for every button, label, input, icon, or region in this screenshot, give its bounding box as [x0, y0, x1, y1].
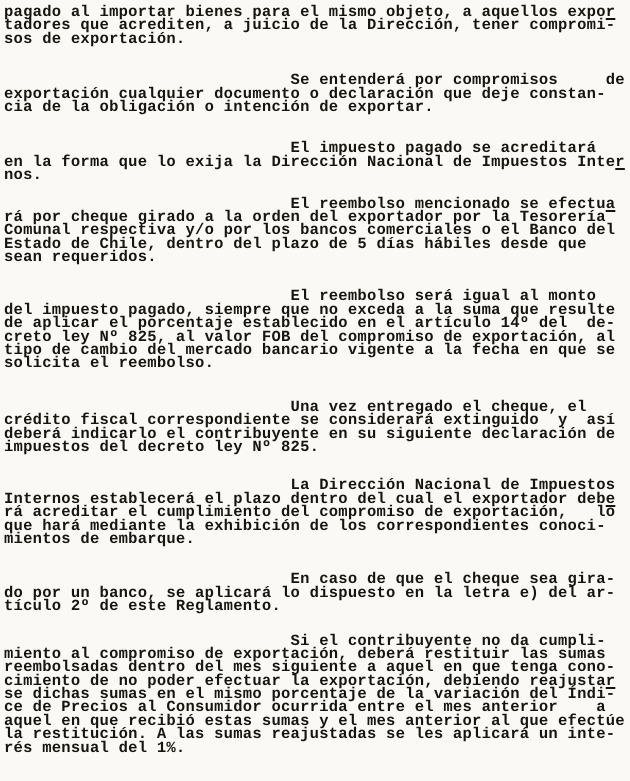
paragraph: [4, 71, 626, 116]
line-text: solicita el reembolso.: [4, 354, 215, 373]
text-line: [4, 738, 626, 757]
line-text: impuestos del decreto ley Nº 825.: [4, 437, 320, 456]
line-text: se dichas sumas en el mismo porcentaje de la variación del Índi-: [4, 685, 616, 704]
text-line: [4, 97, 626, 116]
line-text: rés mensual del 1%.: [4, 738, 186, 757]
text-line: [4, 152, 626, 171]
underlined-continuation-letter: e: [605, 489, 616, 508]
paragraph: [4, 194, 626, 267]
line-text: la restitución. A las sumas reajustadas se les aplicará un inte-: [4, 725, 616, 744]
line-text: Estado de Chile, dentro del plazo de 5 días hábiles desde que: [4, 234, 587, 253]
line-text: cimiento de no poder efectuar la exportación, debiendo reajusta: [4, 671, 606, 690]
line-text: pagado al importar bienes para el mismo objeto, a aquellos expo: [4, 3, 606, 21]
paragraph: [4, 139, 626, 185]
text-line: [4, 529, 626, 548]
line-text: aquel en que recibió estas sumas y el mes anterior al que efectúe: [4, 711, 625, 730]
line-text: reembolsadas dentro del mes siguiente a aquel en que tenga cono-: [4, 658, 616, 677]
line-text: La Dirección Nacional de Impuestos: [4, 476, 616, 495]
line-text: que hará mediante la exhibición de los correspondientes conoci-: [4, 516, 606, 535]
paragraph: [4, 476, 626, 548]
paragraph: [4, 3, 626, 48]
paragraph: [4, 570, 626, 616]
text-line: [4, 166, 626, 185]
line-text: tadores que acrediten, a juicio de la Dirección, tener compromi-: [4, 16, 616, 35]
line-text: creto ley Nº 825, al valor FOB del compromiso de exportación, al: [4, 327, 616, 346]
line-text: rá por cheque girado a la orden del exportador por la Tesorería: [4, 207, 606, 226]
line-text: rá acreditar el cumplimiento del compromiso de exportación, lo: [4, 503, 616, 522]
line-text: deberá indicarlo el contribuyente en su siguiente declaración de: [4, 424, 616, 443]
line-text: Internos establecerá el plazo dentro del cual el exportador deb: [4, 489, 606, 508]
line-text: sos de exportación.: [4, 29, 186, 48]
line-text: exportación cualquier documento o declaración que deje constan-: [4, 84, 606, 103]
text-line: [4, 248, 626, 267]
text-line: [4, 597, 626, 616]
underlined-continuation-letter: r: [605, 671, 616, 690]
line-text: El reembolso será igual al monto: [4, 287, 597, 306]
line-text: sean requeridos.: [4, 248, 157, 267]
line-text: cia de la obligación o intención de exportar.: [4, 97, 434, 116]
line-text: Si el contribuyente no da cumpli-: [4, 631, 606, 650]
line-text: del impuesto pagado, siempre que no exceda a la suma que resulte: [4, 300, 616, 319]
line-text: ce de Precios al Consumidor ocurrida entre el mes anterior a: [4, 698, 606, 717]
underlined-continuation-letter: r: [605, 3, 616, 21]
paragraph: [4, 631, 626, 757]
document-page-content: [4, 3, 626, 757]
line-text: miento al compromiso de exportación, deberá restituir las sumas: [4, 644, 606, 663]
paragraph: [4, 397, 626, 456]
line-text: El impuesto pagado se acreditará: [4, 139, 597, 158]
line-text: Se entenderá por compromisos de: [4, 71, 625, 90]
line-text: mientos de embarque.: [4, 529, 196, 548]
line-text: nos.: [4, 166, 43, 185]
underlined-continuation-letter: r: [615, 152, 625, 171]
line-text: de aplicar el porcentaje establecido en el artículo 14º del de-: [4, 314, 616, 333]
line-text: Una vez entregado el cheque, el: [4, 397, 587, 416]
underlined-continuation-letter: a: [605, 194, 616, 213]
text-line: [4, 354, 626, 373]
line-text: en la forma que lo exija la Dirección Nacional de Impuestos Inte: [4, 152, 616, 171]
text-line: [4, 437, 626, 456]
paragraph: [4, 287, 626, 373]
line-text: En caso de que el cheque sea gira-: [4, 570, 616, 589]
line-text: tipo de cambio del mercado bancario vigente a la fecha en que se: [4, 341, 616, 360]
text-line: [4, 29, 626, 48]
line-text: El reembolso mencionado se efectu: [4, 194, 606, 213]
line-text: do por un banco, se aplicará lo dispuesto en la letra e) del ar-: [4, 583, 616, 602]
line-text: Comunal respectiva y/o por los bancos comerciales o el Banco del: [4, 221, 616, 240]
line-text: tículo 2º de este Reglamento.: [4, 597, 281, 616]
line-text: crédito fiscal correspondiente se considerará extinguido y así: [4, 411, 616, 430]
